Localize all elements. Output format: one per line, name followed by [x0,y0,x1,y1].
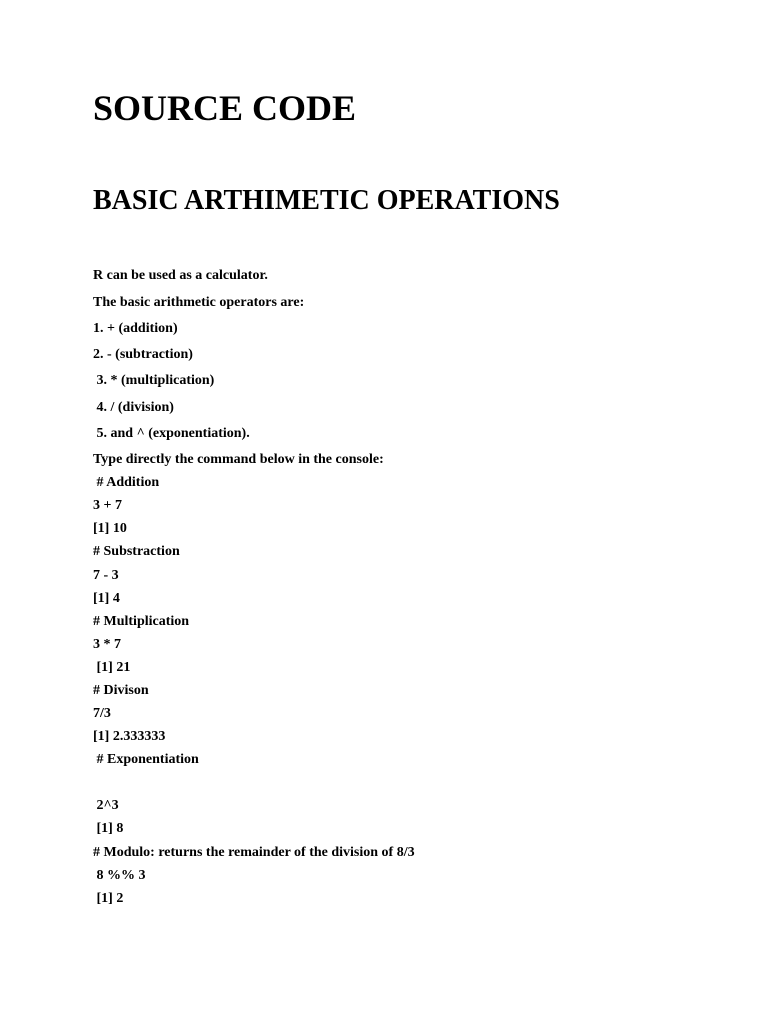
intro-line: R can be used as a calculator. [93,268,268,283]
operator-item: 1. + (addition) [93,321,178,336]
code-comment: # Substraction [93,544,180,559]
intro-line: Type directly the command below in the console: [93,452,384,467]
code-output: [1] 8 [93,821,124,836]
intro-line: The basic arithmetic operators are: [93,295,305,310]
code-output: [1] 4 [93,591,120,606]
operator-item: 5. and ^ (exponentiation). [93,426,250,441]
code-comment: # Exponentiation [93,752,199,767]
code-line: 3 + 7 [93,498,122,513]
code-line: 7 - 3 [93,568,119,583]
code-output: [1] 10 [93,521,127,536]
code-output: [1] 2.333333 [93,729,166,744]
code-line: 2^3 [93,798,119,813]
operator-item: 4. / (division) [93,400,174,415]
code-comment: # Addition [93,475,160,490]
code-line: 3 * 7 [93,637,121,652]
operator-item: 2. - (subtraction) [93,347,193,362]
code-output: [1] 21 [93,660,131,675]
page-title: SOURCE CODE [93,88,357,128]
section-heading: BASIC ARTHIMETIC OPERATIONS [93,185,560,216]
code-line: 7/3 [93,706,111,721]
code-output: [1] 2 [93,891,124,906]
code-comment: # Divison [93,683,149,698]
code-line: 8 %% 3 [93,868,146,883]
code-comment: # Multiplication [93,614,190,629]
code-comment: # Modulo: returns the remainder of the division of 8/3 [93,845,415,860]
operator-item: 3. * (multiplication) [93,373,215,388]
